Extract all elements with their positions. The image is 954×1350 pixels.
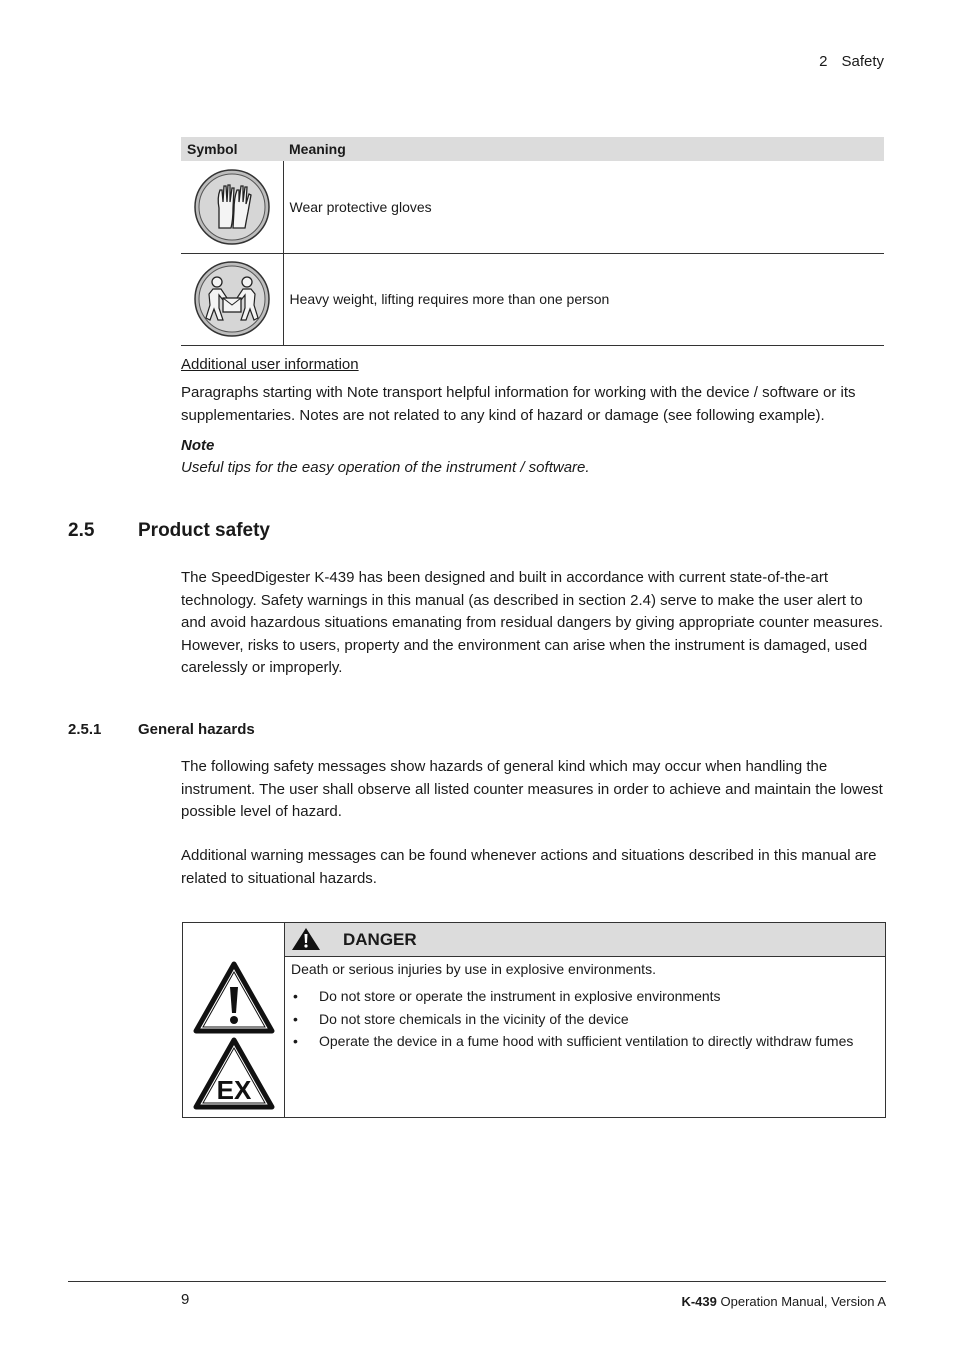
additional-info-heading: Additional user information xyxy=(181,356,359,373)
column-header-symbol: Symbol xyxy=(181,137,283,161)
product-safety-text xyxy=(181,567,886,680)
symbol-table-header xyxy=(181,137,884,161)
list-item: • Do not store or operate the instrument in explosive environments xyxy=(291,985,875,1008)
warning-exclamation-icon xyxy=(193,961,275,1035)
danger-measures-list xyxy=(291,985,875,1053)
page-number: 9 xyxy=(181,1291,190,1308)
notes-paragraph: Paragraphs starting with Note transport helpful information for working with the device / software or its supplementaries. Notes are not related to any kind of hazard or damage (see following example). xyxy=(181,384,856,424)
general-hazards-paragraph-2: Additional warning messages can be found whenever actions and situations described in this manual are related to situational hazards. xyxy=(181,847,877,887)
table-row xyxy=(181,253,884,345)
danger-lead: Death or serious injuries by use in explosive environments. xyxy=(291,961,656,977)
section-number: 2.5.1 xyxy=(68,721,102,738)
column-header-meaning: Meaning xyxy=(283,137,884,161)
danger-header xyxy=(285,923,885,957)
product-safety-paragraph-2: However, risks to users, property and the environment can arise when the instrument is damaged, used carelessly or improperly. xyxy=(181,636,868,676)
manual-title xyxy=(681,1294,886,1309)
section-title: General hazards xyxy=(138,721,255,738)
table-row xyxy=(181,161,884,253)
chapter-number: 2 xyxy=(819,53,828,70)
product-name: K-439 xyxy=(681,1294,717,1309)
note-text: Useful tips for the easy operation of the instrument / software. xyxy=(181,459,590,476)
product-safety-paragraph-1: The SpeedDigester K-439 has been designed and built in accordance with current state-of-the-art technology. Safety warnings in this manual (as described in section 2.4) serve to make the user alert to and avoid hazardous situations emanating from residual dangers by giving appropriate counter measures. xyxy=(181,569,884,631)
danger-label: DANGER xyxy=(343,930,417,949)
general-hazards-paragraph-1: The following safety messages show hazards of general kind which may occur when handling the instrument. The user shall observe all listed counter measures in order to achieve and maintain the lowest possible level of hazard. xyxy=(181,758,883,820)
section-heading-general-hazards xyxy=(68,721,255,738)
section-number: 2.5 xyxy=(68,520,95,541)
protective-gloves-icon xyxy=(193,168,271,246)
note-title: Note xyxy=(181,437,215,454)
warning-triangle-icon xyxy=(291,927,321,951)
chapter-title: Safety xyxy=(841,53,884,70)
svg-text:EX: EX xyxy=(216,1075,252,1105)
explosive-atmosphere-icon xyxy=(193,1037,275,1111)
danger-body xyxy=(291,961,875,1053)
list-item: • Do not store chemicals in the vicinity of the device xyxy=(291,1008,875,1031)
two-person-lift-icon xyxy=(193,260,271,338)
danger-box xyxy=(182,922,886,1118)
list-item: • Operate the device in a fume hood with sufficient ventilation to directly withdraw fumes xyxy=(291,1030,875,1053)
meaning-cell: Heavy weight, lifting requires more than one person xyxy=(283,253,884,345)
meaning-cell: Wear protective gloves xyxy=(283,161,884,253)
symbol-table xyxy=(181,137,884,346)
footer-divider xyxy=(68,1281,886,1282)
running-header xyxy=(819,53,884,70)
symbol-cell xyxy=(181,161,283,253)
manual-version: Operation Manual, Version A xyxy=(720,1294,886,1309)
section-title: Product safety xyxy=(138,520,270,541)
symbol-cell xyxy=(181,253,283,345)
danger-icon-column xyxy=(183,923,285,1117)
section-heading-product-safety xyxy=(68,520,270,542)
